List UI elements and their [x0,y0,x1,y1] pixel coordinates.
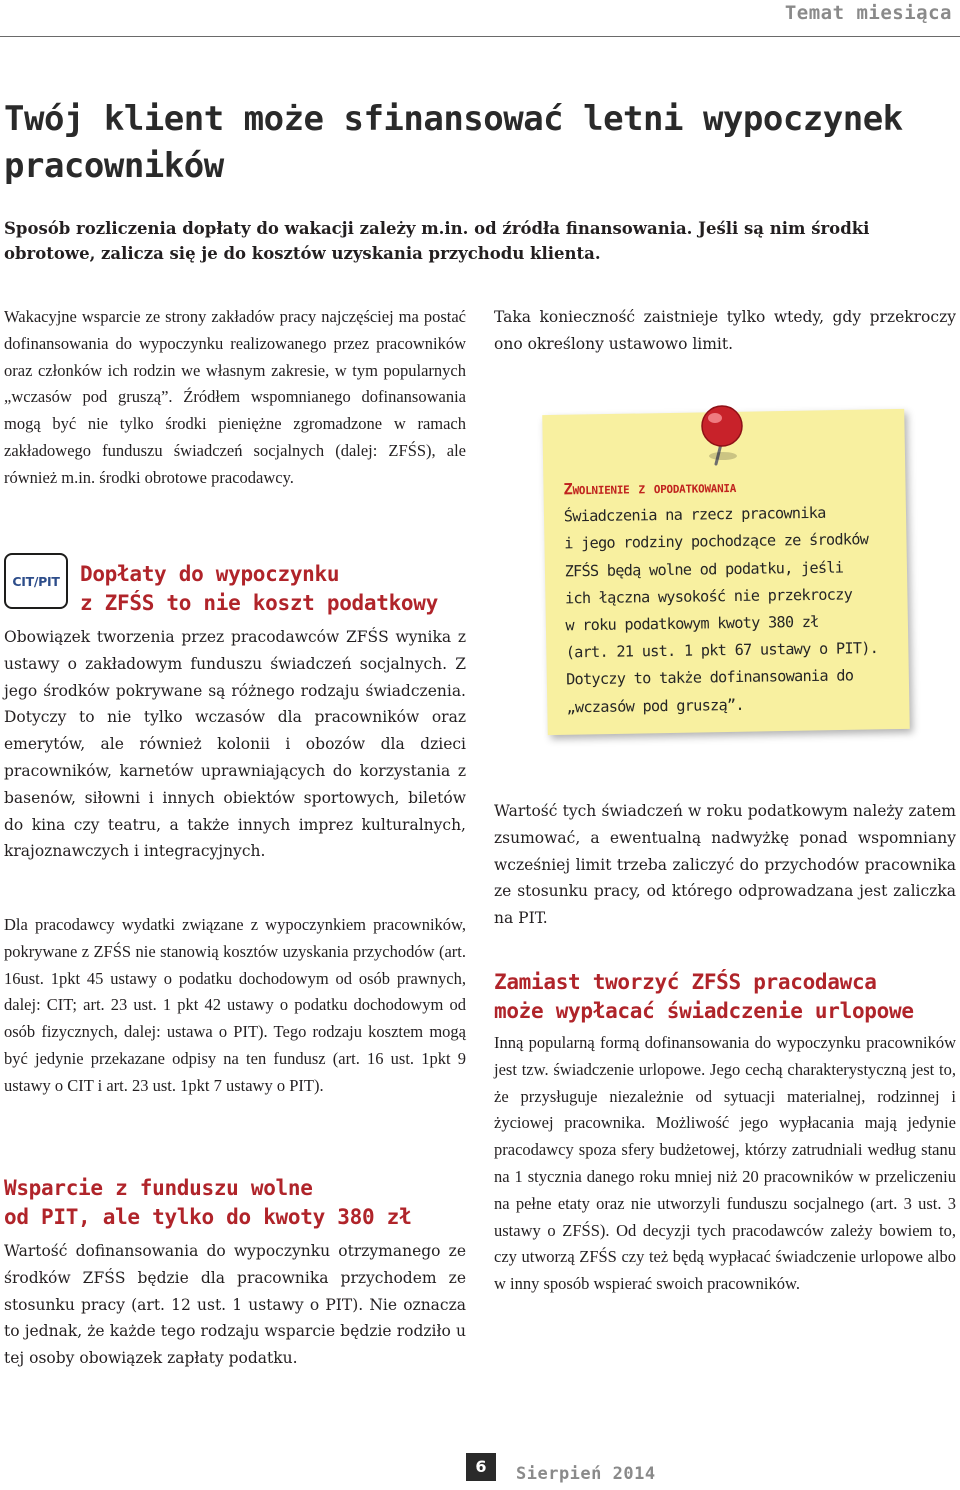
issue-date: Sierpień 2014 [516,1464,656,1484]
section-label: Temat miesiąca [784,2,952,24]
section1-para1: Obowiązek tworzenia przez pracodawców ZFŚS wynika z ustawy o zakładowym funduszu świadczeń socjalnych. Z jego środków pokrywane są różnego rodzaju świadczenia. Dotyczy to nie tylko wczasów dla pracowników oraz emerytów, ale również kolonii i obozów dla dzieci pracowników, karnetów uprawniających do korzystania z basenów, siłowni i innych obiektów sportowych, biletów do kina czy teatru, a także innych imprez kulturalnych, krajoznawczych i integracyjnych. [4,628,466,861]
sticky-note-line: i jego rodziny pochodzące ze środków [564,530,869,553]
section3-heading-line2: może wypłacać świadczenie urlopowe [494,999,914,1023]
sticky-note-line: Świadczenia na rzecz pracownika [563,503,826,526]
left-intro [4,304,466,492]
section1-heading-line2: z ZFŚS to nie koszt podatkowy [80,591,438,615]
section2-heading-line1: Wsparcie z funduszu wolne [4,1176,313,1200]
section3-body [494,1030,956,1298]
section2-para: Wartość dofinansowania do wypoczynku otrzymanego ze środków ZFŚS będzie dla pracownika przychodem ze stosunku pracy (art. 12 ust. 1 ustawy o PIT). Nie oznacza to jednak, że każde tego rodzaju wsparcie będzie rodziło u tej osoby obowiązek zapłaty podatku. [4,1242,466,1368]
section2-heading [4,1174,466,1232]
red-pushpin-icon [686,398,758,470]
left-intro-text: Wakacyjne wsparcie ze strony zakładów pracy najczęściej ma postać dofinansowania do wypoczynku realizowanego przez pracowników oraz członków ich rodzin we własnym zakresie, w tym popularnych „wczasów pod gruszą”. Źródłem wspomnianego dofinansowania mogą być nie tylko środki pieniężne zgromadzone w ramach zakładowego funduszu świadczeń socjalnych (dalej: ZFŚS), ale również m.in. środki obrotowe pracodawcy. [4,307,466,487]
sticky-note-line: ich łączna wysokość nie przekroczy [564,585,853,608]
sticky-note-line: (art. 21 ust. 1 pkt 67 ustawy o PIT). [565,639,879,662]
page-number: 6 [466,1453,496,1481]
article-title: Twój klient może sfinansować letni wypoczynek pracowników [4,99,903,186]
right-body-1 [494,798,956,932]
sticky-note-line: w roku podatkowym kwoty 380 zł [565,612,819,635]
top-rule [0,36,960,37]
section3-para: Inną popularną formą dofinansowania do wypoczynku pracowników jest tzw. świadczenie urlopowe. Jego cechą charakterystyczną jest to, że przysługuje niezależnie od sytuacji materialnej, rodzinnej i życiowej pracownika. Możliwość jego wypłacania mają jedynie pracodawcy spoza sfery budżetowej, którzy zatrudniali według stanu na 1 stycznia danego roku mniej niż 20 pracowników w przeliczeniu na pełne etaty oraz nie utworzyli funduszu socjalnego (art. 3 ust. 3 ustawy o ZFŚS). Od decyzji tych pracodawców zależy bowiem to, czy utworzą ZFŚS czy też będą wypłacać świadczenie urlopowe albo w inny sposób wspierać swoich pracowników. [494,1033,956,1294]
sticky-note-line: „wczasów pod gruszą”. [566,695,744,716]
right-para1: Wartość tych świadczeń w roku podatkowym należy zatem zsumować, a ewentualną nadwyżkę ponad wspomniany wcześniej limit trzeba zaliczyć do przychodów pracownika ze stosunku pracy, od którego odprowadzana jest zaliczka na PIT. [494,802,956,928]
right-intro [494,304,956,358]
sticky-note-line: Dotyczy to także dofinansowania do [566,666,854,689]
section1-heading [80,560,470,618]
section1-body-2 [4,912,466,1100]
sticky-note-text [563,472,906,722]
section3-heading [494,968,956,1026]
section2-heading-line2: od PIT, ale tylko do kwoty 380 zł [4,1205,412,1229]
section3-heading-line1: Zamiast tworzyć ZFŚS pracodawca [494,970,877,994]
sticky-note-line: ZFŚS będą wolne od podatku, jeśli [564,558,844,580]
right-intro-text: Taka konieczność zaistnieje tylko wtedy, gdy przekroczy ono określony ustawowo limit. [494,308,956,353]
section1-body [4,624,466,865]
section1-heading-line1: Dopłaty do wypoczynku [80,562,340,586]
article-lead: Sposób rozliczenia dopłaty do wakacji zależy m.in. od źródła finansowania. Jeśli są nim środki obrotowe, zalicza się je do kosztów uzyskania przychodu klienta. [4,219,870,263]
sticky-note-title: Zwolnienie z opodatkowania [563,477,737,499]
cit-pit-badge [4,553,68,609]
section2-body [4,1238,466,1372]
cit-pit-badge-label: CIT/PIT [12,573,60,589]
section1-para2: Dla pracodawcy wydatki związane z wypoczynkiem pracowników, pokrywane z ZFŚS nie stanowią kosztów uzyskania przychodów (art. 16ust. 1pkt 45 ustawy o podatku dochodowym od osób prawnych, dalej: CIT; art. 23 ust. 1 pkt 42 ustawy o podatku dochodowym od osób fizycznych, dalej: ustawa o PIT). Tego rodzaju kosztem mogą być jedynie przekazane odpisy na ten fundusz (art. 16 ust. 1pkt 9 ustawy o CIT i art. 23 ust. 1pkt 7 ustawy o PIT). [4,915,466,1095]
